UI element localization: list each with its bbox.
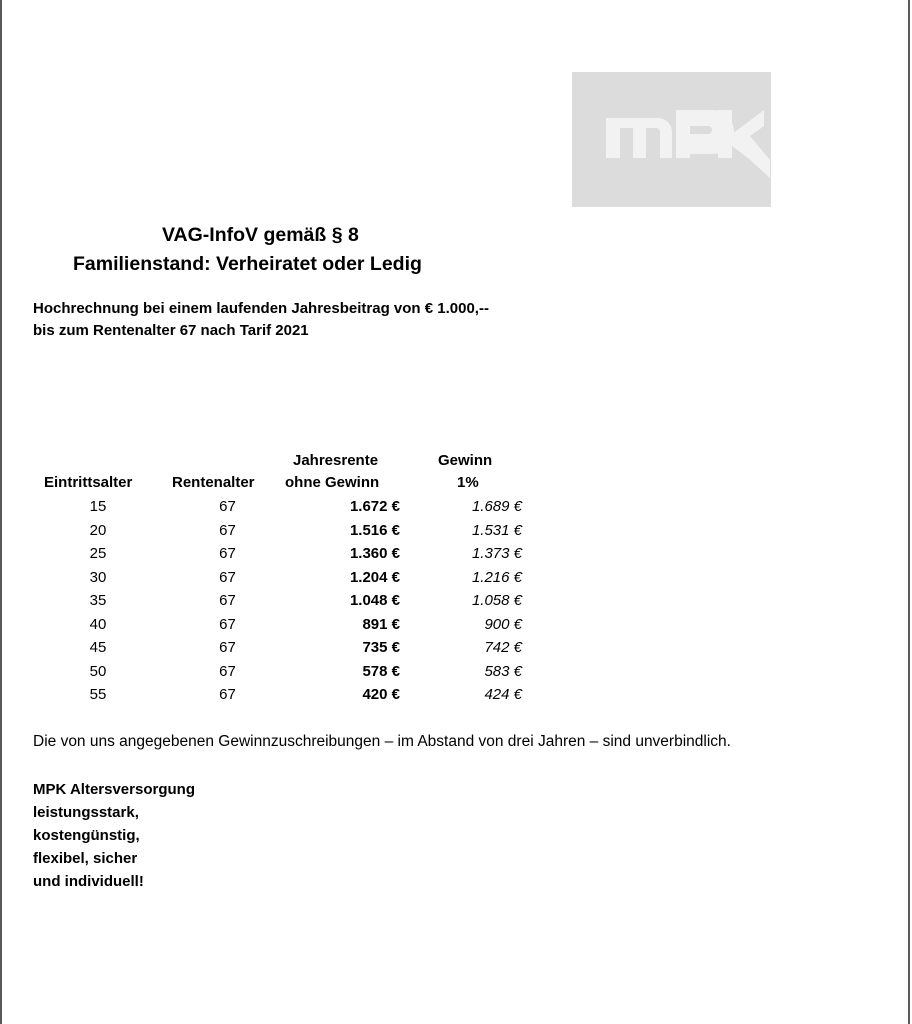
header-rentenalter: Rentenalter [172,474,255,491]
cell-rentenalter: 67 [219,545,236,562]
cell-jahresrente: 735 € [362,639,400,656]
slogan-line: MPK Altersversorgung [33,781,195,798]
cell-rentenalter: 67 [219,662,236,680]
header-gewinn-line1: Gewinn [438,452,493,469]
slogan-line: flexibel, sicher [33,850,138,867]
disclaimer-note: Die von uns angegebenen Gewinnzuschreibungen – im Abstand von drei Jahren – sind unverbindlich. [33,733,731,750]
table-row [30,589,522,613]
mpk-logo [572,72,771,207]
cell-rentenalter: 67 [219,615,236,633]
cell-jahresrente: 891 € [362,615,400,633]
page-border-left [0,0,2,1024]
projection-description: Hochrechnung bei einem laufenden Jahresbeitrag von € 1.000,-- [33,300,489,317]
header-gewinn-line2: 1% [457,474,479,491]
table-row [30,636,522,660]
table-row [30,613,522,637]
cell-eintrittsalter: 30 [89,568,107,586]
cell-rentenalter: 67 [219,498,236,515]
slogan-line: und individuell! [33,873,144,890]
page-border-right [908,0,910,1024]
cell-eintrittsalter: 40 [89,615,107,633]
projection-description-tariff: bis zum Rentenalter 67 nach Tarif 2021 [33,322,309,339]
cell-gewinn: 742 € [484,639,522,656]
cell-eintrittsalter: 35 [89,592,107,609]
projection-table [30,495,522,707]
cell-gewinn: 1.216 € [471,568,522,586]
cell-gewinn: 424 € [484,686,522,703]
cell-gewinn: 583 € [484,662,522,680]
cell-gewinn: 1.689 € [471,498,522,515]
cell-eintrittsalter: 50 [89,662,107,680]
cell-eintrittsalter: 55 [89,686,107,703]
table-row [30,495,522,519]
cell-rentenalter: 67 [219,521,236,539]
table-row [30,519,522,543]
cell-eintrittsalter: 25 [89,545,107,562]
cell-gewinn: 1.058 € [471,592,522,609]
cell-jahresrente: 1.204 € [349,568,400,586]
cell-rentenalter: 67 [219,686,236,703]
table-row [30,542,522,566]
cell-gewinn: 1.531 € [471,521,522,539]
cell-eintrittsalter: 45 [89,639,107,656]
cell-rentenalter: 67 [219,568,236,586]
cell-eintrittsalter: 20 [89,521,107,539]
cell-gewinn: 900 € [484,615,522,633]
header-eintrittsalter: Eintrittsalter [44,474,133,491]
slogan-block [33,778,195,893]
header-jahresrente-line2: ohne Gewinn [285,474,380,491]
cell-gewinn: 1.373 € [471,545,522,562]
cell-jahresrente: 1.672 € [349,498,400,515]
table-row [30,660,522,684]
page-title: VAG-InfoV gemäß § 8 [162,224,359,246]
cell-rentenalter: 67 [219,592,236,609]
cell-jahresrente: 1.360 € [349,545,400,562]
cell-eintrittsalter: 15 [89,498,107,515]
cell-jahresrente: 1.516 € [349,521,400,539]
cell-jahresrente: 1.048 € [349,592,400,609]
header-jahresrente-line1: Jahresrente [293,452,379,469]
table-row [30,683,522,707]
cell-rentenalter: 67 [219,639,236,656]
page-subtitle: Familienstand: Verheiratet oder Ledig [73,253,422,275]
table-row [30,566,522,590]
cell-jahresrente: 578 € [362,662,400,680]
cell-jahresrente: 420 € [362,686,400,703]
slogan-line: kostengünstig, [33,827,140,844]
slogan-line: leistungsstark, [33,804,139,821]
